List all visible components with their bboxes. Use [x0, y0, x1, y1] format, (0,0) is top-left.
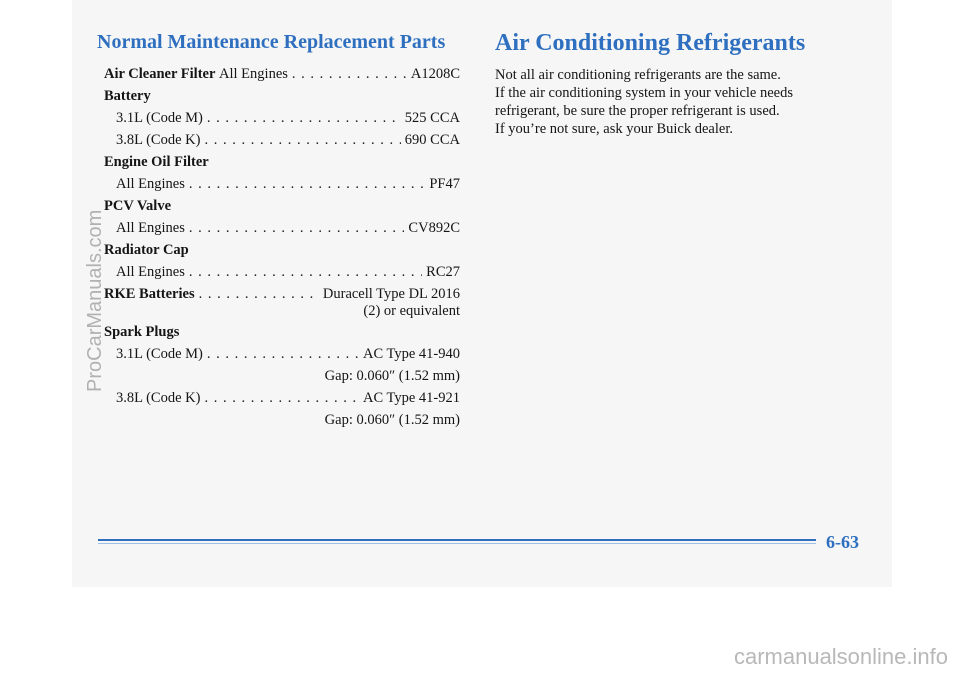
spark-plug-gap: Gap: 0.060″ (1.52 mm)	[324, 412, 460, 428]
battery-engine: 3.8L (Code K)	[116, 132, 201, 148]
oil-filter-heading: Engine Oil Filter	[104, 154, 209, 170]
spark-plug-engine: 3.8L (Code K)	[116, 390, 201, 406]
dot-leader	[189, 175, 425, 193]
section-title-ac-refrigerants: Air Conditioning Refrigerants	[495, 30, 806, 56]
spark-plug-row	[116, 389, 460, 407]
air-cleaner-row	[104, 65, 460, 83]
paragraph-line: refrigerant, be sure the proper refrigerant is used.	[495, 103, 780, 119]
battery-row	[116, 131, 460, 149]
dot-leader	[207, 345, 359, 363]
spark-plug-type: AC Type 41-940	[363, 346, 460, 362]
dot-leader	[189, 263, 422, 281]
spark-plug-gap: Gap: 0.060″ (1.52 mm)	[324, 368, 460, 384]
air-cleaner-label: Air Cleaner Filter	[104, 66, 216, 82]
battery-heading: Battery	[104, 88, 151, 104]
pcv-valve-value: CV892C	[408, 220, 460, 236]
pcv-valve-heading: PCV Valve	[104, 198, 172, 214]
oil-filter-row	[116, 175, 460, 193]
radiator-cap-row	[116, 263, 460, 281]
battery-engine: 3.1L (Code M)	[116, 110, 203, 126]
footer-watermark: carmanualsonline.info	[733, 644, 948, 669]
spark-plug-type: AC Type 41-921	[363, 390, 460, 406]
rke-batteries-note: (2) or equivalent	[363, 303, 460, 319]
bottom-rule-thin	[98, 543, 816, 544]
air-cleaner-value: A1208C	[410, 66, 460, 82]
dot-leader	[204, 131, 400, 149]
dot-leader	[189, 219, 405, 237]
spark-plug-engine: 3.1L (Code M)	[116, 346, 203, 362]
dot-leader	[204, 389, 359, 407]
section-title-maintenance-parts: Normal Maintenance Replacement Parts	[97, 31, 446, 53]
spark-plugs-heading: Spark Plugs	[104, 324, 180, 340]
dot-leader	[292, 65, 407, 83]
watermark-vertical: ProCarManuals.com	[84, 209, 106, 392]
pcv-valve-desc: All Engines	[116, 220, 185, 236]
page-number: 6-63	[826, 532, 859, 552]
rke-batteries-row	[104, 285, 460, 303]
bottom-rule	[98, 539, 816, 541]
dot-leader	[199, 285, 319, 303]
paragraph-line: If you’re not sure, ask your Buick dealer.	[495, 121, 733, 137]
radiator-cap-desc: All Engines	[116, 264, 185, 280]
battery-cca: 525 CCA	[404, 110, 460, 126]
rke-batteries-value: Duracell Type DL 2016	[322, 286, 460, 302]
oil-filter-desc: All Engines	[116, 176, 185, 192]
spark-plug-row	[116, 345, 460, 363]
paragraph-line: Not all air conditioning refrigerants are the same.	[495, 67, 781, 83]
dot-leader	[207, 109, 401, 127]
battery-row	[116, 109, 460, 127]
ac-refrigerants-paragraph	[495, 66, 793, 138]
radiator-cap-value: RC27	[426, 264, 460, 280]
oil-filter-value: PF47	[429, 176, 460, 192]
radiator-cap-heading: Radiator Cap	[104, 242, 189, 258]
paragraph-line: If the air conditioning system in your vehicle needs	[495, 85, 793, 101]
rke-batteries-label: RKE Batteries	[104, 286, 195, 302]
battery-cca: 690 CCA	[404, 132, 460, 148]
air-cleaner-desc: All Engines	[219, 66, 288, 82]
pcv-valve-row	[116, 219, 460, 237]
